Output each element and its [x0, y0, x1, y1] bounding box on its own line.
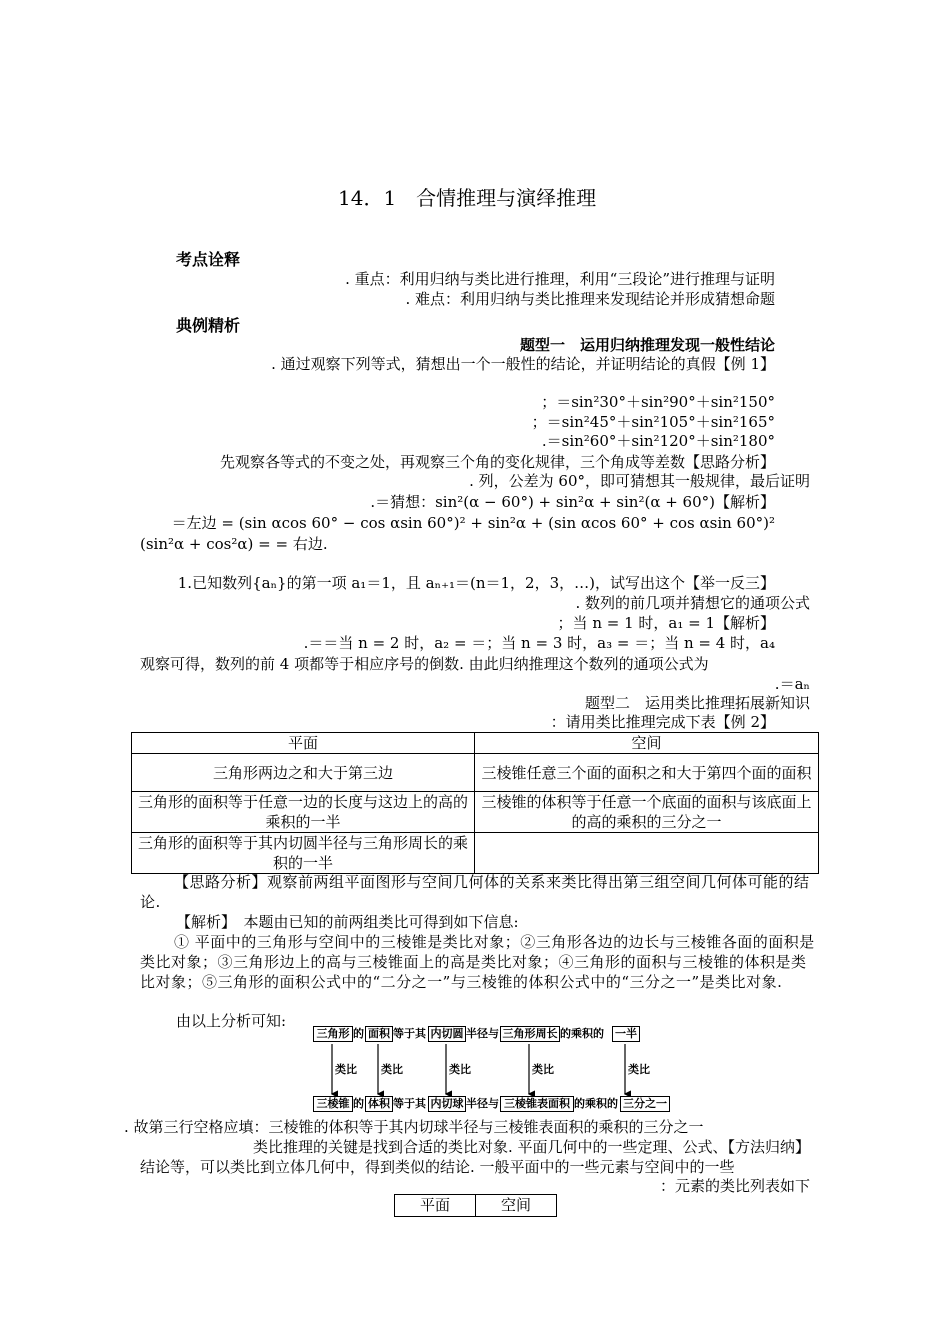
- flow-top-text: 的: [353, 1027, 364, 1040]
- element-analogy-table: [394, 1194, 557, 1217]
- table-cell-blank: [475, 833, 819, 874]
- table-cell: 三棱锥任意三个面的面积之和大于第四个面的面积: [475, 754, 819, 792]
- flow-arrow-label: 类比: [628, 1063, 650, 1076]
- silu-paragraph: 【思路分析】观察前两组平面图形与空间几何体的关系来类比得出第三组空间几何体可能的结论.: [140, 873, 810, 911]
- flow-top-text: 半径与: [466, 1027, 499, 1040]
- method-line-2: 结论等，可以类比到立体几何中，得到类似的结论. 一般平面中的一些元素与空间中的一些: [140, 1158, 735, 1176]
- jiexi-line-1: .＝猜想：sin²(α − 60°) + sin²α + sin²(α + 60°)【解析】: [370, 493, 775, 511]
- juyi-line-4: .＝＝当 n = 2 时，a₂ = ＝；当 n = 3 时，a₃ = ＝；当 n = 4 时，a₄: [303, 634, 775, 652]
- equation-3: .＝sin²60°＋sin²120°＋sin²180°: [541, 432, 775, 450]
- flow-top-text: 的乘积的: [560, 1027, 604, 1040]
- type2-heading: 题型二 运用类比推理拓展新知识: [584, 694, 810, 712]
- flow-top-box: 面积: [365, 1026, 393, 1042]
- example1-line: . 通过观察下列等式，猜想出一个一般性的结论，并证明结论的真假【例 1】: [271, 355, 775, 373]
- flow-bottom-text: 半径与: [466, 1097, 499, 1110]
- flow-top-text: 等于其: [393, 1027, 426, 1040]
- equation-2: ；＝sin²45°＋sin²105°＋sin²165°: [531, 413, 775, 431]
- small-table-header-plane: 平面: [395, 1195, 476, 1217]
- juyi-line-3: ；当 n = 1 时，a₁ = 1【解析】: [557, 614, 775, 632]
- flow-arrow-label: 类比: [381, 1063, 403, 1076]
- flow-top-box: 三角形: [313, 1026, 353, 1042]
- table-cell: 三角形两边之和大于第三边: [132, 754, 475, 792]
- flow-top-box: 一半: [612, 1026, 640, 1042]
- jiexi-line-2: ＝左边 = (sin αcos 60° − cos αsin 60°)² + sin²α + (sin αcos 60° + cos αsin 60°)²: [171, 514, 775, 532]
- table-cell: 三角形的面积等于其内切圆半径与三角形周长的乘积的一半: [132, 833, 475, 874]
- jiexi-line-3: (sin²α + cos²α) = = 右边.: [140, 535, 328, 553]
- method-line-3: ：元素的类比列表如下: [659, 1177, 810, 1195]
- flow-bottom-box: 三分之一: [620, 1096, 670, 1112]
- flow-bottom-box: 三棱锥: [313, 1096, 353, 1112]
- equation-1: ；＝sin²30°＋sin²90°＋sin²150°: [541, 393, 775, 411]
- table-cell: 三角形的面积等于任意一边的长度与这边上的高的乘积的一半: [132, 792, 475, 833]
- flow-bottom-box: 内切球: [428, 1096, 466, 1112]
- table-header-space: 空间: [475, 733, 819, 754]
- small-table-header-space: 空间: [476, 1195, 557, 1217]
- flow-bottom-text: 等于其: [393, 1097, 426, 1110]
- flow-bottom-text: 的: [353, 1097, 364, 1110]
- juyi-line-5: 观察可得，数列的前 4 项都等于相应序号的倒数. 由此归纳推理这个数列的通项公式为: [140, 655, 709, 673]
- analysis-line-1: 先观察各等式的不变之处，再观察三个角的变化规律，三个角成等差数【思路分析】: [219, 453, 775, 471]
- analysis-line-2: . 列，公差为 60°，即可猜想其一般规律，最后证明: [469, 472, 810, 490]
- kaodian-line-1: . 重点：利用归纳与类比进行推理，利用“三段论”进行推理与证明: [345, 270, 775, 288]
- juyi-line-2: . 数列的前几项并猜想它的通项公式: [575, 594, 810, 612]
- section-heading-dianli: 典例精析: [176, 316, 241, 335]
- type1-heading: 题型一 运用归纳推理发现一般性结论: [519, 336, 775, 354]
- kaodian-line-2: . 难点：利用归纳与类比推理来发现结论并形成猜想命题: [405, 290, 775, 308]
- flow-arrow-label: 类比: [532, 1063, 554, 1076]
- flow-top-box: 内切圆: [428, 1026, 466, 1042]
- page-title: 14．1 合情推理与演绎推理: [338, 186, 597, 210]
- example2-line: ：请用类比推理完成下表【例 2】: [550, 713, 775, 731]
- flow-arrow-label: 类比: [335, 1063, 357, 1076]
- flow-bottom-text: 的乘积的: [574, 1097, 618, 1110]
- jiexi-body: ① 平面中的三角形与空间中的三棱锥是类比对象；②三角形各边的边长与三棱锥各面的面积是类比对象；③三角形边上的高与三棱锥面上的高是类比对象；④三角形的面积与三棱锥的体积是类比对象；⑤三角形的面积公式中的“二分之一”与三棱锥的体积公式中的“三分之一”是类比对象.: [140, 933, 815, 991]
- juyi-line-1: 1.已知数列{aₙ}的第一项 a₁＝1，且 aₙ₊₁＝(n＝1，2，3，…)，试写出这个【举一反三】: [177, 574, 775, 592]
- method-line-1: 类比推理的关键是找到合适的类比对象. 平面几何中的一些定理、公式、【方法归纳】: [252, 1138, 810, 1156]
- juyi-line-6: .＝aₙ: [774, 675, 810, 693]
- table-cell: 三棱锥的体积等于任意一个底面的面积与该底面上的高的乘积的三分之一: [475, 792, 819, 833]
- section-heading-kaodian: 考点诠释: [176, 250, 241, 269]
- analysis-lead: 由以上分析可知:: [176, 1012, 287, 1030]
- analogy-table: [131, 732, 819, 874]
- table-header-plane: 平面: [132, 733, 475, 754]
- jiexi-intro: 【解析】 本题由已知的前两组类比可得到如下信息:: [176, 913, 519, 931]
- flow-bottom-box: 体积: [365, 1096, 393, 1112]
- flow-arrow-label: 类比: [449, 1063, 471, 1076]
- flow-top-box: 三角形周长: [500, 1026, 560, 1042]
- flow-bottom-box: 三棱锥表面积: [500, 1096, 574, 1112]
- conclusion-line: . 故第三行空格应填：三棱锥的体积等于其内切球半径与三棱锥表面积的乘积的三分之一: [124, 1118, 704, 1136]
